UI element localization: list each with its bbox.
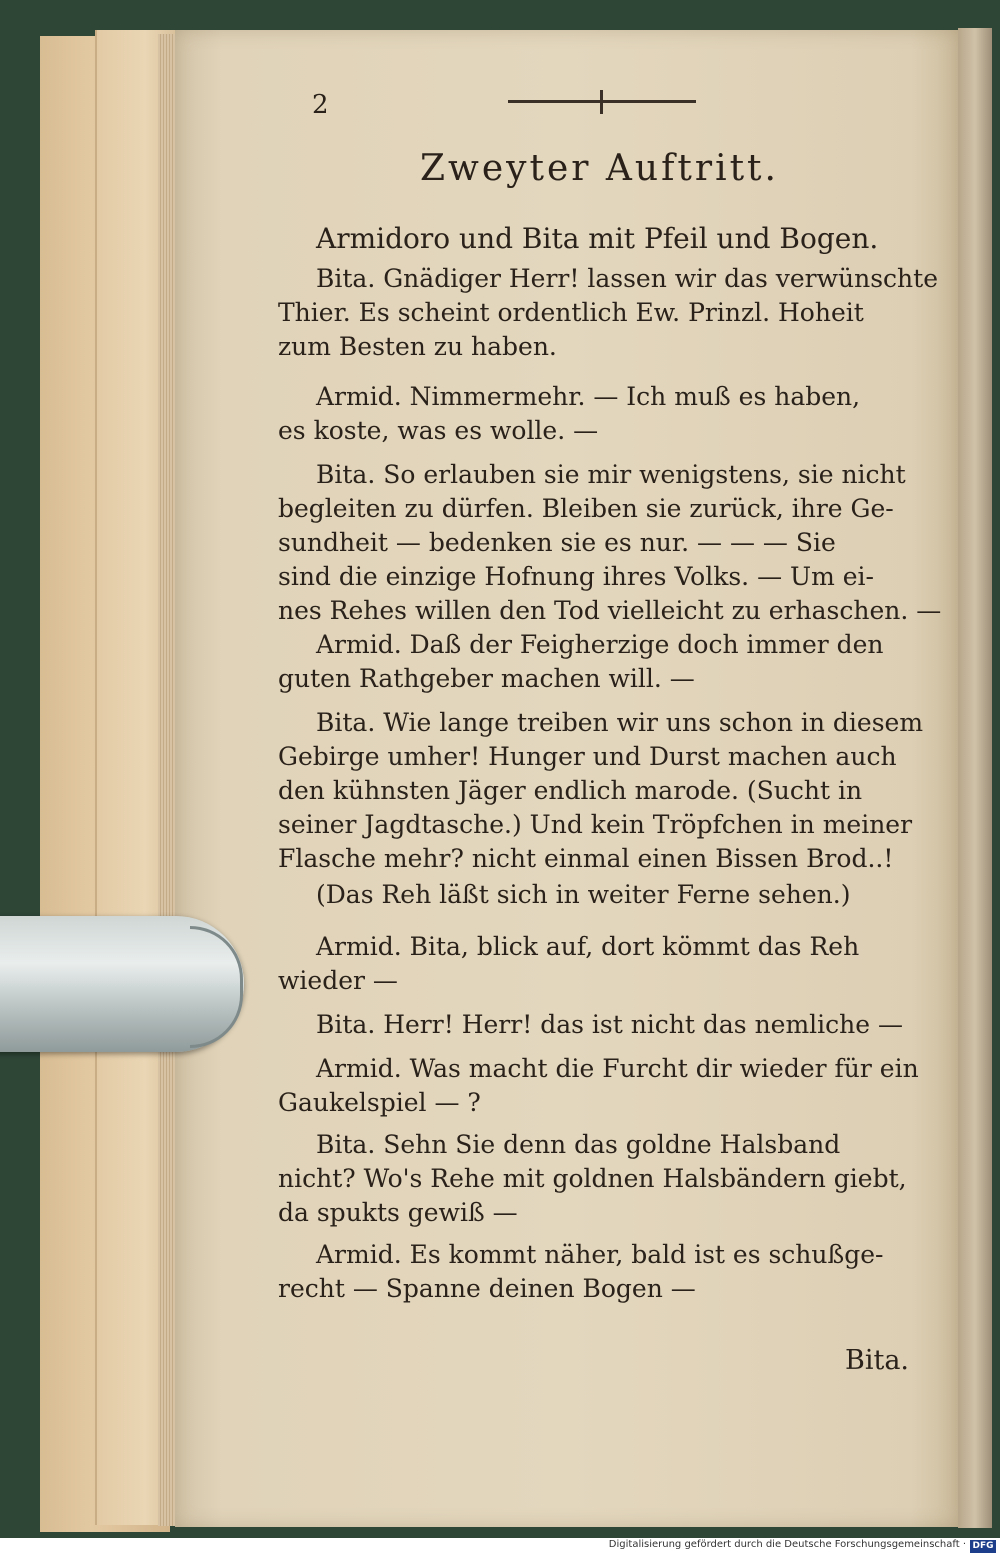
paragraph	[278, 1128, 944, 1230]
page-right-edge	[958, 28, 992, 1528]
text-line: Thier. Es scheint ordentlich Ew. Prinzl. Hoheit	[278, 298, 864, 327]
catchword: Bita.	[845, 1345, 910, 1376]
paragraph	[278, 706, 944, 876]
text-line: wieder —	[278, 966, 398, 995]
text-line: Flasche mehr? nicht einmal einen Bissen Brod..!	[278, 844, 894, 873]
text-line: sundheit — bedenken sie es nur. — — — Sie	[278, 528, 836, 557]
page-number: 2	[312, 90, 329, 120]
text-line: begleiten zu dürfen. Bleiben sie zurück, ihre Ge-	[278, 494, 894, 523]
text-line: sind die einzige Hofnung ihres Volks. — Um ei-	[278, 562, 874, 591]
paragraph	[278, 930, 944, 998]
ornament-rule-mark	[600, 90, 603, 114]
footer-credit: Digitalisierung gefördert durch die Deutsche Forschungsgemeinschaft ·	[608, 1539, 966, 1550]
scene-title: Zweyter Auftritt.	[420, 148, 779, 189]
text-line: Armid. Es kommt näher, bald ist es schußge-	[316, 1240, 884, 1269]
text-line: Bita. Herr! Herr! das ist nicht das nemliche —	[316, 1010, 904, 1039]
paragraph	[278, 380, 944, 448]
paragraph	[278, 878, 944, 912]
text-line: guten Rathgeber machen will. —	[278, 664, 695, 693]
text-line: Bita. So erlauben sie mir wenigstens, sie nicht	[316, 460, 906, 489]
text-line: zum Besten zu haben.	[278, 332, 557, 361]
text-line: nes Rehes willen den Tod vielleicht zu erhaschen. —	[278, 596, 942, 625]
text-line: Armid. Was macht die Furcht dir wieder für ein	[316, 1054, 919, 1083]
text-line: nicht? Wo's Rehe mit goldnen Halsbändern giebt,	[278, 1164, 907, 1193]
text-line: Armid. Daß der Feigherzige doch immer den	[316, 630, 884, 659]
paragraph	[278, 628, 944, 696]
text-line: Gaukelspiel — ?	[278, 1088, 481, 1117]
paragraph	[278, 1008, 944, 1042]
text-line: da spukts gewiß —	[278, 1198, 518, 1227]
dfg-logo: DFG	[970, 1540, 996, 1553]
text-line: Gebirge umher! Hunger und Durst machen auch	[278, 742, 897, 771]
scene-subtitle: Armidoro und Bita mit Pfeil und Bogen.	[316, 222, 879, 255]
text-line: Bita. Sehn Sie denn das goldne Halsband	[316, 1130, 841, 1159]
paragraph	[278, 1238, 944, 1306]
text-line: Bita. Gnädiger Herr! lassen wir das verwünschte	[316, 264, 938, 293]
text-line: es koste, was es wolle. —	[278, 416, 599, 445]
text-line: recht — Spanne deinen Bogen —	[278, 1274, 696, 1303]
text-line: Armid. Bita, blick auf, dort kömmt das Reh	[316, 932, 860, 961]
text-line: (Das Reh läßt sich in weiter Ferne sehen.)	[316, 880, 851, 909]
paragraph	[278, 1052, 944, 1120]
paragraph	[278, 458, 944, 628]
text-line: den kühnsten Jäger endlich marode. (Sucht in	[278, 776, 863, 805]
text-line: Bita. Wie lange treiben wir uns schon in diesem	[316, 708, 924, 737]
text-line: seiner Jagdtasche.) Und kein Tröpfchen in meiner	[278, 810, 913, 839]
paragraph	[278, 262, 944, 364]
text-line: Armid. Nimmermehr. — Ich muß es haben,	[316, 382, 861, 411]
